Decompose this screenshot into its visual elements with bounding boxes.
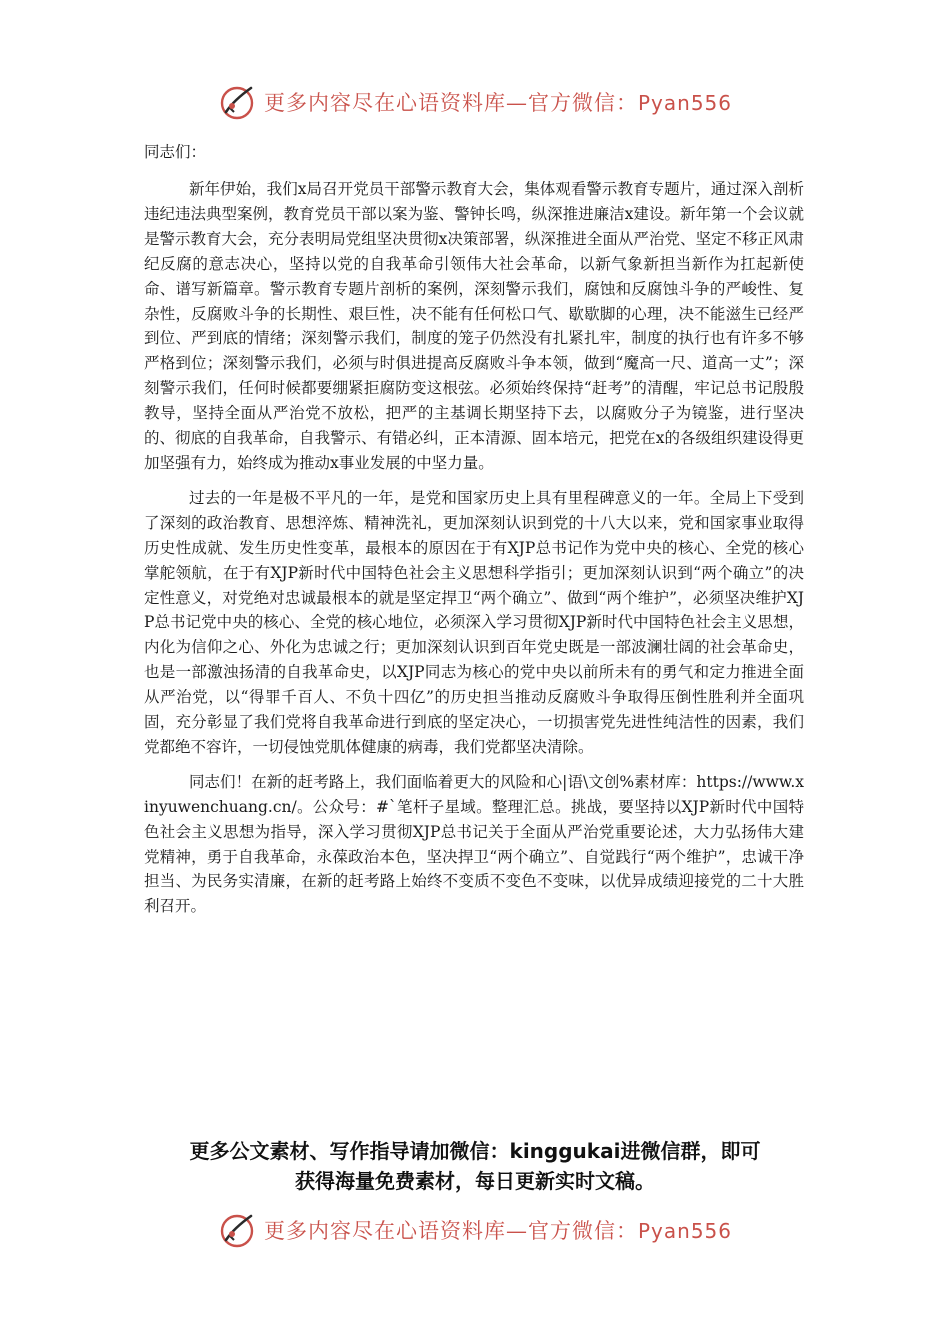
footer-banner-text bbox=[264, 1215, 732, 1245]
header-banner-id: Pyan556 bbox=[637, 91, 732, 115]
promo-text bbox=[140, 1136, 810, 1196]
paragraph-1: 新年伊始，我们x局召开党员干部警示教育大会，集体观看警示教育专题片，通过深入剖析违纪违法典型案例，教育党员干部以案为鉴、警钟长鸣，纵深推进廉洁x建设。新年第一个会议就是警示教育大会，充分表明局党组坚决贯彻x决策部署，纵深推进全面从严治党、坚定不移正风肃纪反腐的意志决心，坚持以党的自我革命引领伟大社会革命，以新气象新担当新作为扛起新使命、谱写新篇章。警示教育专题片剖析的案例，深刻警示我们，腐蚀和反腐蚀斗争的严峻性、复杂性，反腐败斗争的长期性、艰巨性，决不能有任何松口气、歇歇脚的心理，决不能滋生已经严到位、严到底的情绪；深刻警示我们，制度的笼子仍然没有扎紧扎牢，制度的执行也有许多不够严格到位；深刻警示我们，必须与时俱进提高反腐败斗争本领，做到“魔高一尺、道高一丈”；深刻警示我们，任何时候都要绷紧拒腐防变这根弦。必须始终保持“赶考”的清醒，牢记总书记殷殷教导，坚持全面从严治党不放松，把严的主基调长期坚持下去，以腐败分子为镜鉴，进行坚决的、彻底的自我革命，自我警示、有错必纠，正本清源、固本培元，把党在x的各级组织建设得更加坚强有力，始终成为推动x事业发展的中坚力量。 bbox=[144, 180, 804, 472]
footer-banner bbox=[0, 1208, 950, 1252]
pen-logo-icon bbox=[218, 1210, 258, 1250]
footer-banner-id: Pyan556 bbox=[637, 1219, 732, 1243]
promo-line-1: 更多公文素材、写作指导请加微信：kinggukai进微信群，即可 bbox=[189, 1139, 761, 1163]
paragraph-2: 过去的一年是极不平凡的一年，是党和国家历史上具有里程碑意义的一年。全局上下受到了深刻的政治教育、思想淬炼、精神洗礼，更加深刻认识到党的十八大以来，党和国家事业取得历史性成就、发生历史性变革，最根本的原因在于有XJP总书记作为党中央的核心、全党的核心掌舵领航，在于有XJP新时代中国特色社会主义思想科学指引；更加深刻认识到“两个确立”的决定性意义，对党绝对忠诚最根本的就是坚定捍卫“两个确立”、做到“两个维护”，必须坚决维护XJP总书记党中央的核心、全党的核心地位，必须深入学习贯彻XJP新时代中国特色社会主义思想，内化为信仰之心、外化为忠诚之行；更加深刻认识到百年党史既是一部波澜壮阔的社会革命史，也是一部激浊扬清的自我革命史，以XJP同志为核心的党中央以前所未有的勇气和定力推进全面从严治党，以“得罪千百人、不负十四亿”的历史担当推动反腐败斗争取得压倒性胜利并全面巩固，充分彰显了我们党将自我革命进行到底的坚定决心，一切损害党先进性纯洁性的因素，我们党都绝不容许，一切侵蚀党肌体健康的病毒，我们党都坚决清除。 bbox=[144, 488, 804, 756]
header-banner-text bbox=[264, 87, 732, 117]
greeting: 同志们： bbox=[144, 143, 207, 161]
document-body bbox=[144, 140, 804, 929]
pen-logo-icon bbox=[218, 82, 258, 122]
footer-banner-label: 更多内容尽在心语资料库—官方微信： bbox=[263, 1219, 638, 1243]
header-banner-label: 更多内容尽在心语资料库—官方微信： bbox=[263, 91, 638, 115]
paragraph-3: 同志们！在新的赶考路上，我们面临着更大的风险和心|语\文创%素材库：https://www.xinyuwenchuang.cn/。公众号：#`笔杆子星域。整理汇总。挑战，要坚持以XJP新时代中国特色社会主义思想为指导，深入学习贯彻XJP总书记关于全面从严治党重要论述，大力弘扬伟大建党精神，勇于自我革命，永葆政治本色，坚决捍卫“两个确立”、自觉践行“两个维护”，忠诚干净担当、为民务实清廉，在新的赶考路上始终不变质不变色不变味，以优异成绩迎接党的二十大胜利召开。 bbox=[144, 772, 804, 916]
header-banner bbox=[0, 80, 950, 124]
promo-line-2: 获得海量免费素材，每日更新实时文稿。 bbox=[295, 1169, 655, 1193]
